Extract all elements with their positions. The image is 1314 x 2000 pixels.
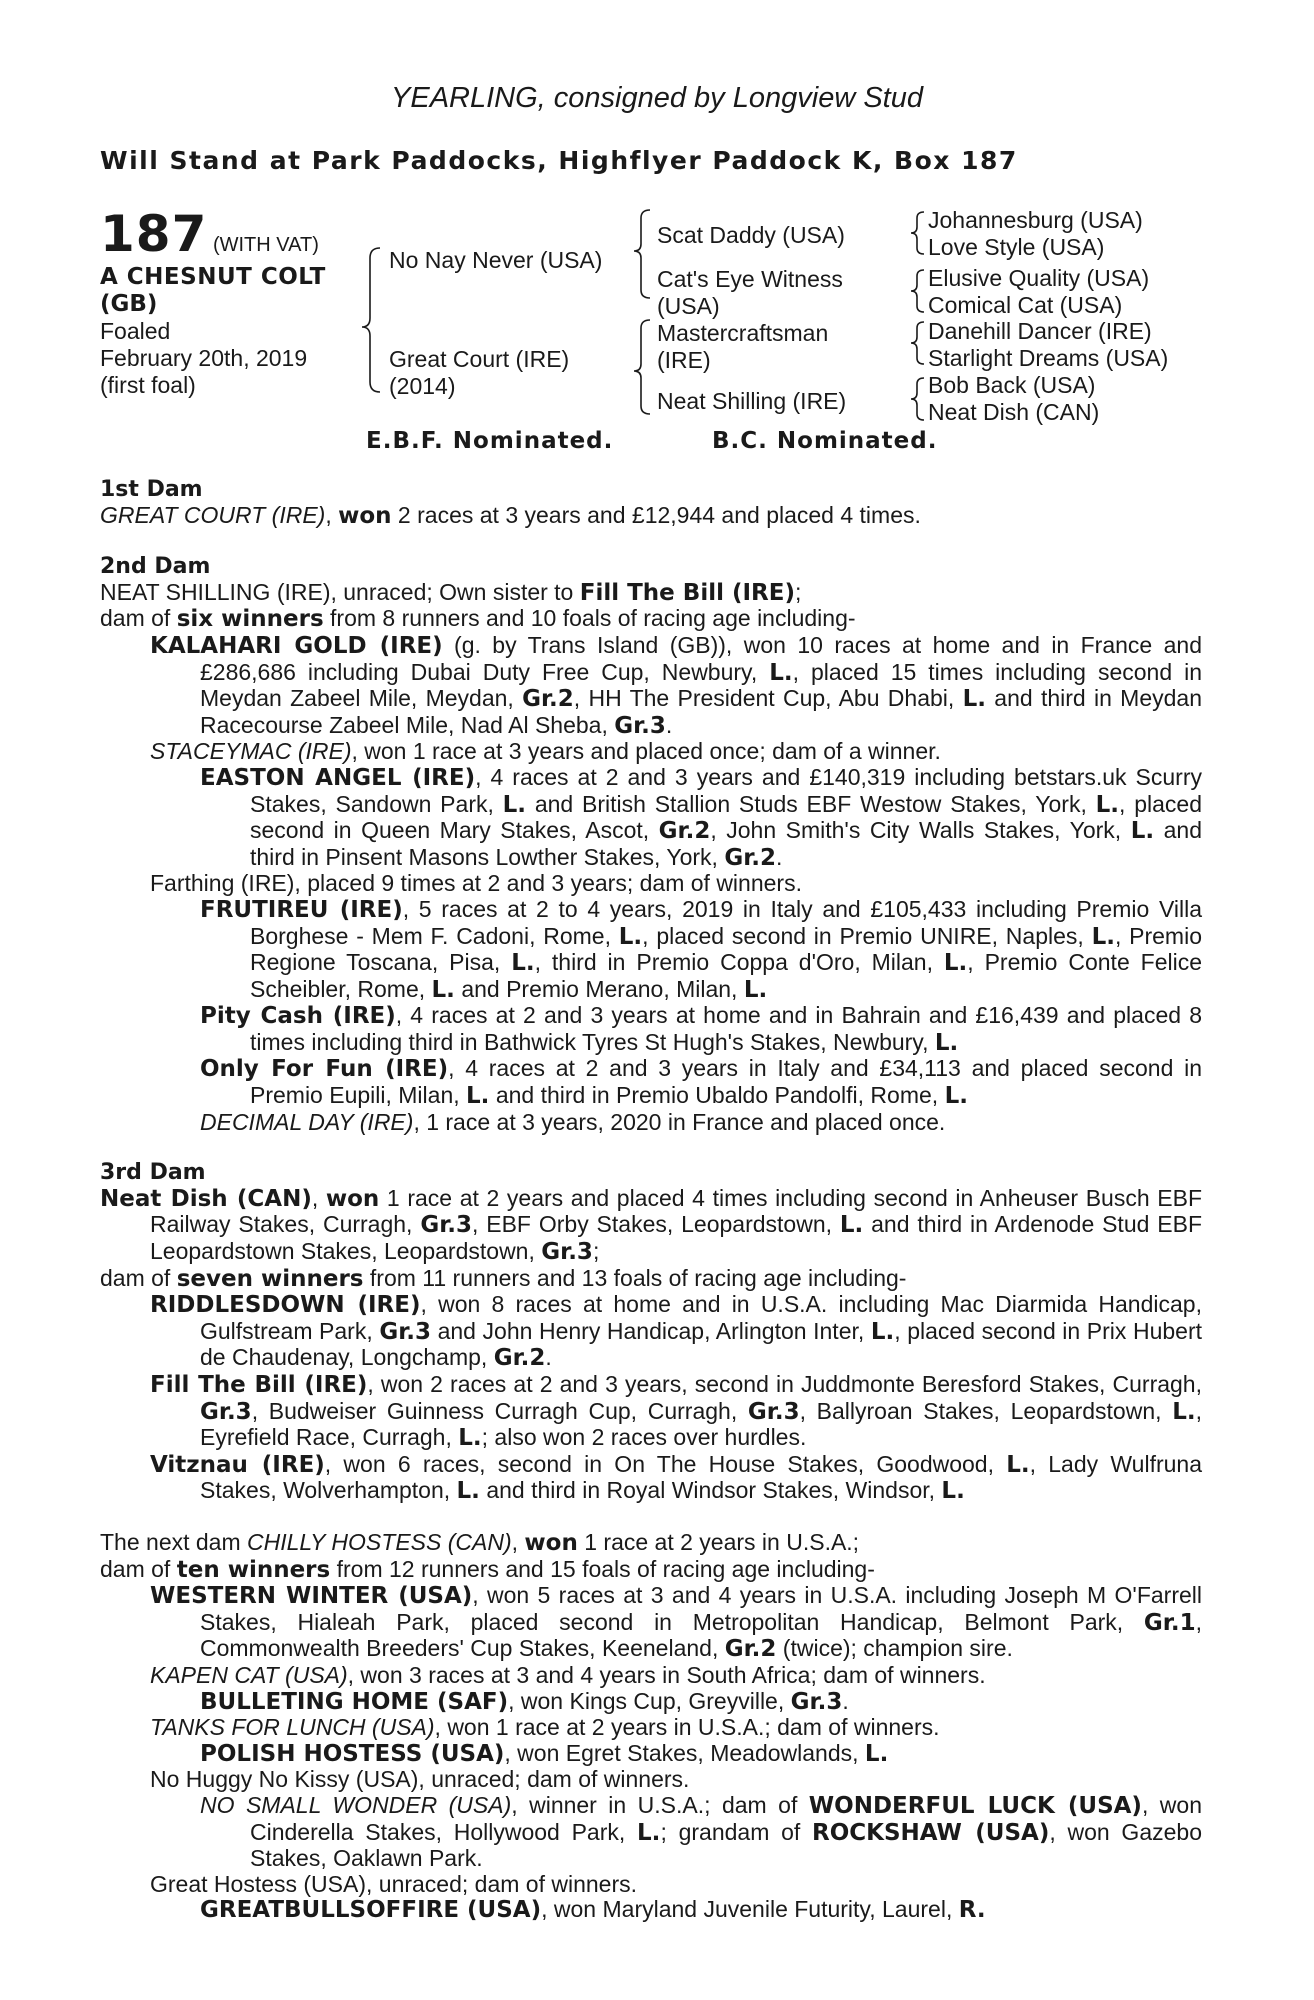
ggp-5: Danehill Dancer (IRE) [928, 318, 1152, 344]
third-dam-produce: dam of seven winners from 11 runners and 13 foals of racing age including- [100, 1264, 907, 1292]
foaled-label: Foaled [100, 318, 171, 344]
third-dam-heading: 3rd Dam [100, 1160, 206, 1186]
ggp-7: Bob Back (USA) [928, 372, 1096, 398]
produce-staceymac: STACEYMAC (IRE), won 1 race at 3 years and placed once; dam of a winner. [150, 738, 941, 765]
stand-location: Will Stand at Park Paddocks, Highflyer Paddock K, Box 187 [100, 146, 1018, 175]
second-dam-heading: 2nd Dam [100, 554, 211, 580]
produce-fill-the-bill: Fill The Bill (IRE), won 2 races at 2 and 3 years, second in Juddmonte Beresford Stakes, Curragh, Gr.3, Budweiser Guinness Curragh Cup, Curragh, Gr.3, Ballyroan Stakes, Leopardstown, L., Eyrefield Race, Curragh, L.; also won 2 races over hurdles. [150, 1371, 1202, 1452]
produce-great-hostess: Great Hostess (USA), unraced; dam of winners. [150, 1870, 638, 1897]
brace-dd [911, 378, 924, 420]
ggp-2: Love Style (USA) [928, 234, 1105, 260]
second-dam-produce: dam of six winners from 8 runners and 10 foals of racing age including- [100, 605, 856, 633]
ggp-8: Neat Dish (CAN) [928, 399, 1100, 425]
produce-pity-cash: Pity Cash (IRE), 4 races at 2 and 3 years at home and in Bahrain and £16,439 and placed 8 times including third in Bathwick Tyres St Hugh's Stakes, Newbury, L. [200, 1002, 1202, 1056]
produce-no-small-wonder: NO SMALL WONDER (USA), winner in U.S.A.; dam of WONDERFUL LUCK (USA), won Cinderella Stakes, Hollywood Park, L.; grandam of ROCKSHAW (USA), won Gazebo Stakes, Oaklawn Park. [200, 1791, 1202, 1872]
next-dam-line: The next dam CHILLY HOSTESS (CAN), won 1 race at 2 years in U.S.A.; [100, 1528, 860, 1556]
foaling-date: February 20th, 2019 [100, 345, 308, 371]
produce-no-huggy: No Huggy No Kissy (USA), unraced; dam of winners. [150, 1766, 690, 1793]
ggp-4: Comical Cat (USA) [928, 292, 1123, 318]
brace-ss [911, 212, 924, 254]
vat-note: (WITH VAT) [212, 234, 319, 256]
ggp-3: Elusive Quality (USA) [928, 265, 1150, 291]
second-dam-line: NEAT SHILLING (IRE), unraced; Own sister to Fill The Bill (IRE); [100, 578, 802, 606]
produce-tanks-for-lunch: TANKS FOR LUNCH (USA), won 1 race at 2 years in U.S.A.; dam of winners. [150, 1714, 940, 1741]
page-title: YEARLING, consigned by Longview Stud [391, 82, 923, 114]
produce-riddlesdown: RIDDLESDOWN (IRE), won 8 races at home and in U.S.A. including Mac Diarmida Handicap, Gulfstream Park, Gr.3 and John Henry Handicap, Arlington Inter, L., placed second in Prix Hubert de Chaudenay, Longchamp, Gr.2. [150, 1291, 1202, 1372]
produce-farthing: Farthing (IRE), placed 9 times at 2 and 3 years; dam of winners. [150, 870, 802, 897]
first-dam-line: GREAT COURT (IRE), won 2 races at 3 years and £12,944 and placed 4 times. [100, 501, 921, 529]
brace-ds [911, 322, 924, 364]
ebf-nominated: E.B.F. Nominated. [366, 428, 614, 454]
ggp-1: Johannesburg (USA) [928, 207, 1143, 233]
produce-kalahari-gold: KALAHARI GOLD (IRE) (g. by Trans Island (GB)), won 10 races at home and in France and £286,686 including Dubai Duty Free Cup, Newbury, L., placed 15 times including second in Meydan Zabeel Mile, Meydan, Gr.2, HH The President Cup, Abu Dhabi, L. and third in Meydan Racecourse Zabeel Mile, Nad Al Sheba, Gr.3. [150, 631, 1203, 739]
produce-decimal-day: DECIMAL DAY (IRE), 1 race at 3 years, 2020 in France and placed once. [200, 1108, 946, 1135]
sire-name: No Nay Never (USA) [389, 247, 603, 273]
ggp-6: Starlight Dreams (USA) [928, 345, 1169, 371]
produce-western-winter: WESTERN WINTER (USA), won 5 races at 3 and 4 years in U.S.A. including Joseph M O'Farrell Stakes, Hialeah Park, placed second in Metropolitan Handicap, Belmont Park, Gr.1, Commonwealth Breeders' Cup Stakes, Keeneland, Gr.2 (twice); champion sire. [150, 1582, 1202, 1663]
first-foal-note: (first foal) [100, 372, 196, 398]
dam-dam: Neat Shilling (IRE) [657, 388, 847, 414]
produce-bulleting-home: BULLETING HOME (SAF), won Kings Cup, Greyville, Gr.3. [200, 1687, 849, 1715]
dam-sire-country: (IRE) [657, 347, 711, 373]
lot-description-country: (GB) [100, 291, 158, 317]
third-dam-line: Neat Dish (CAN), won 1 race at 2 years and placed 4 times including second in Anheuser Busch EBF Railway Stakes, Curragh, Gr.3, EBF Orby Stakes, Leopardstown, L. and third in Ardenode Stud EBF Leopardstown Stakes, Leopardstown, Gr.3; [100, 1184, 1203, 1266]
brace-sd [911, 270, 924, 312]
produce-only-for-fun: Only For Fun (IRE), 4 races at 2 and 3 years in Italy and £34,113 and placed second in Premio Eupili, Milan, L. and third in Premio Ubaldo Pandolfi, Rome, L. [200, 1055, 1202, 1110]
next-dam-produce: dam of ten winners from 12 runners and 15 foals of racing age including- [100, 1555, 875, 1583]
bc-nominated: B.C. Nominated. [712, 428, 938, 454]
produce-polish-hostess: POLISH HOSTESS (USA), won Egret Stakes, Meadowlands, L. [200, 1739, 889, 1767]
produce-vitznau: Vitznau (IRE), won 6 races, second in On The House Stakes, Goodwood, L., Lady Wulfruna Stakes, Wolverhampton, L. and third in Royal Windsor Stakes, Windsor, L. [150, 1450, 1203, 1505]
brace-sire-dam [362, 248, 380, 392]
dam-sire: Mastercraftsman [657, 320, 829, 346]
sire-dam: Cat's Eye Witness [657, 266, 843, 292]
produce-frutireu: FRUTIREU (IRE), 5 races at 2 to 4 years, 2019 in Italy and £105,433 including Premio Villa Borghese - Mem F. Cadoni, Rome, L., placed second in Premio UNIRE, Naples, L., Premio Regione Toscana, Pisa, L., third in Premio Coppa d'Oro, Milan, L., Premio Conte Felice Scheibler, Rome, L. and Premio Merano, Milan, L. [200, 895, 1202, 1003]
brace-dam-line [634, 320, 650, 414]
race-record [100, 477, 1202, 1924]
produce-greatbullsoffire: GREATBULLSOFFIRE (USA), won Maryland Juvenile Futurity, Laurel, R. [200, 1896, 986, 1924]
lot-description: A CHESNUT COLT [100, 264, 326, 290]
first-dam-heading: 1st Dam [100, 477, 203, 502]
dam-year: (2014) [389, 373, 456, 399]
brace-sire-line [634, 210, 650, 298]
lot-number: 187 [100, 205, 208, 263]
produce-kapen-cat: KAPEN CAT (USA), won 3 races at 3 and 4 years in South Africa; dam of winners. [150, 1661, 986, 1688]
dam-name: Great Court (IRE) [389, 346, 570, 372]
sire-dam-country: (USA) [657, 293, 720, 319]
sire-sire: Scat Daddy (USA) [657, 222, 845, 248]
produce-easton-angel: EASTON ANGEL (IRE), 4 races at 2 and 3 years and £140,319 including betstars.uk Scurry Stakes, Sandown Park, L. and British Stallion Studs EBF Westow Stakes, York, L., placed second in Queen Mary Stakes, Ascot, Gr.2, John Smith's City Walls Stakes, York, L. and third in Pinsent Masons Lowther Stakes, York, Gr.2. [200, 763, 1203, 871]
